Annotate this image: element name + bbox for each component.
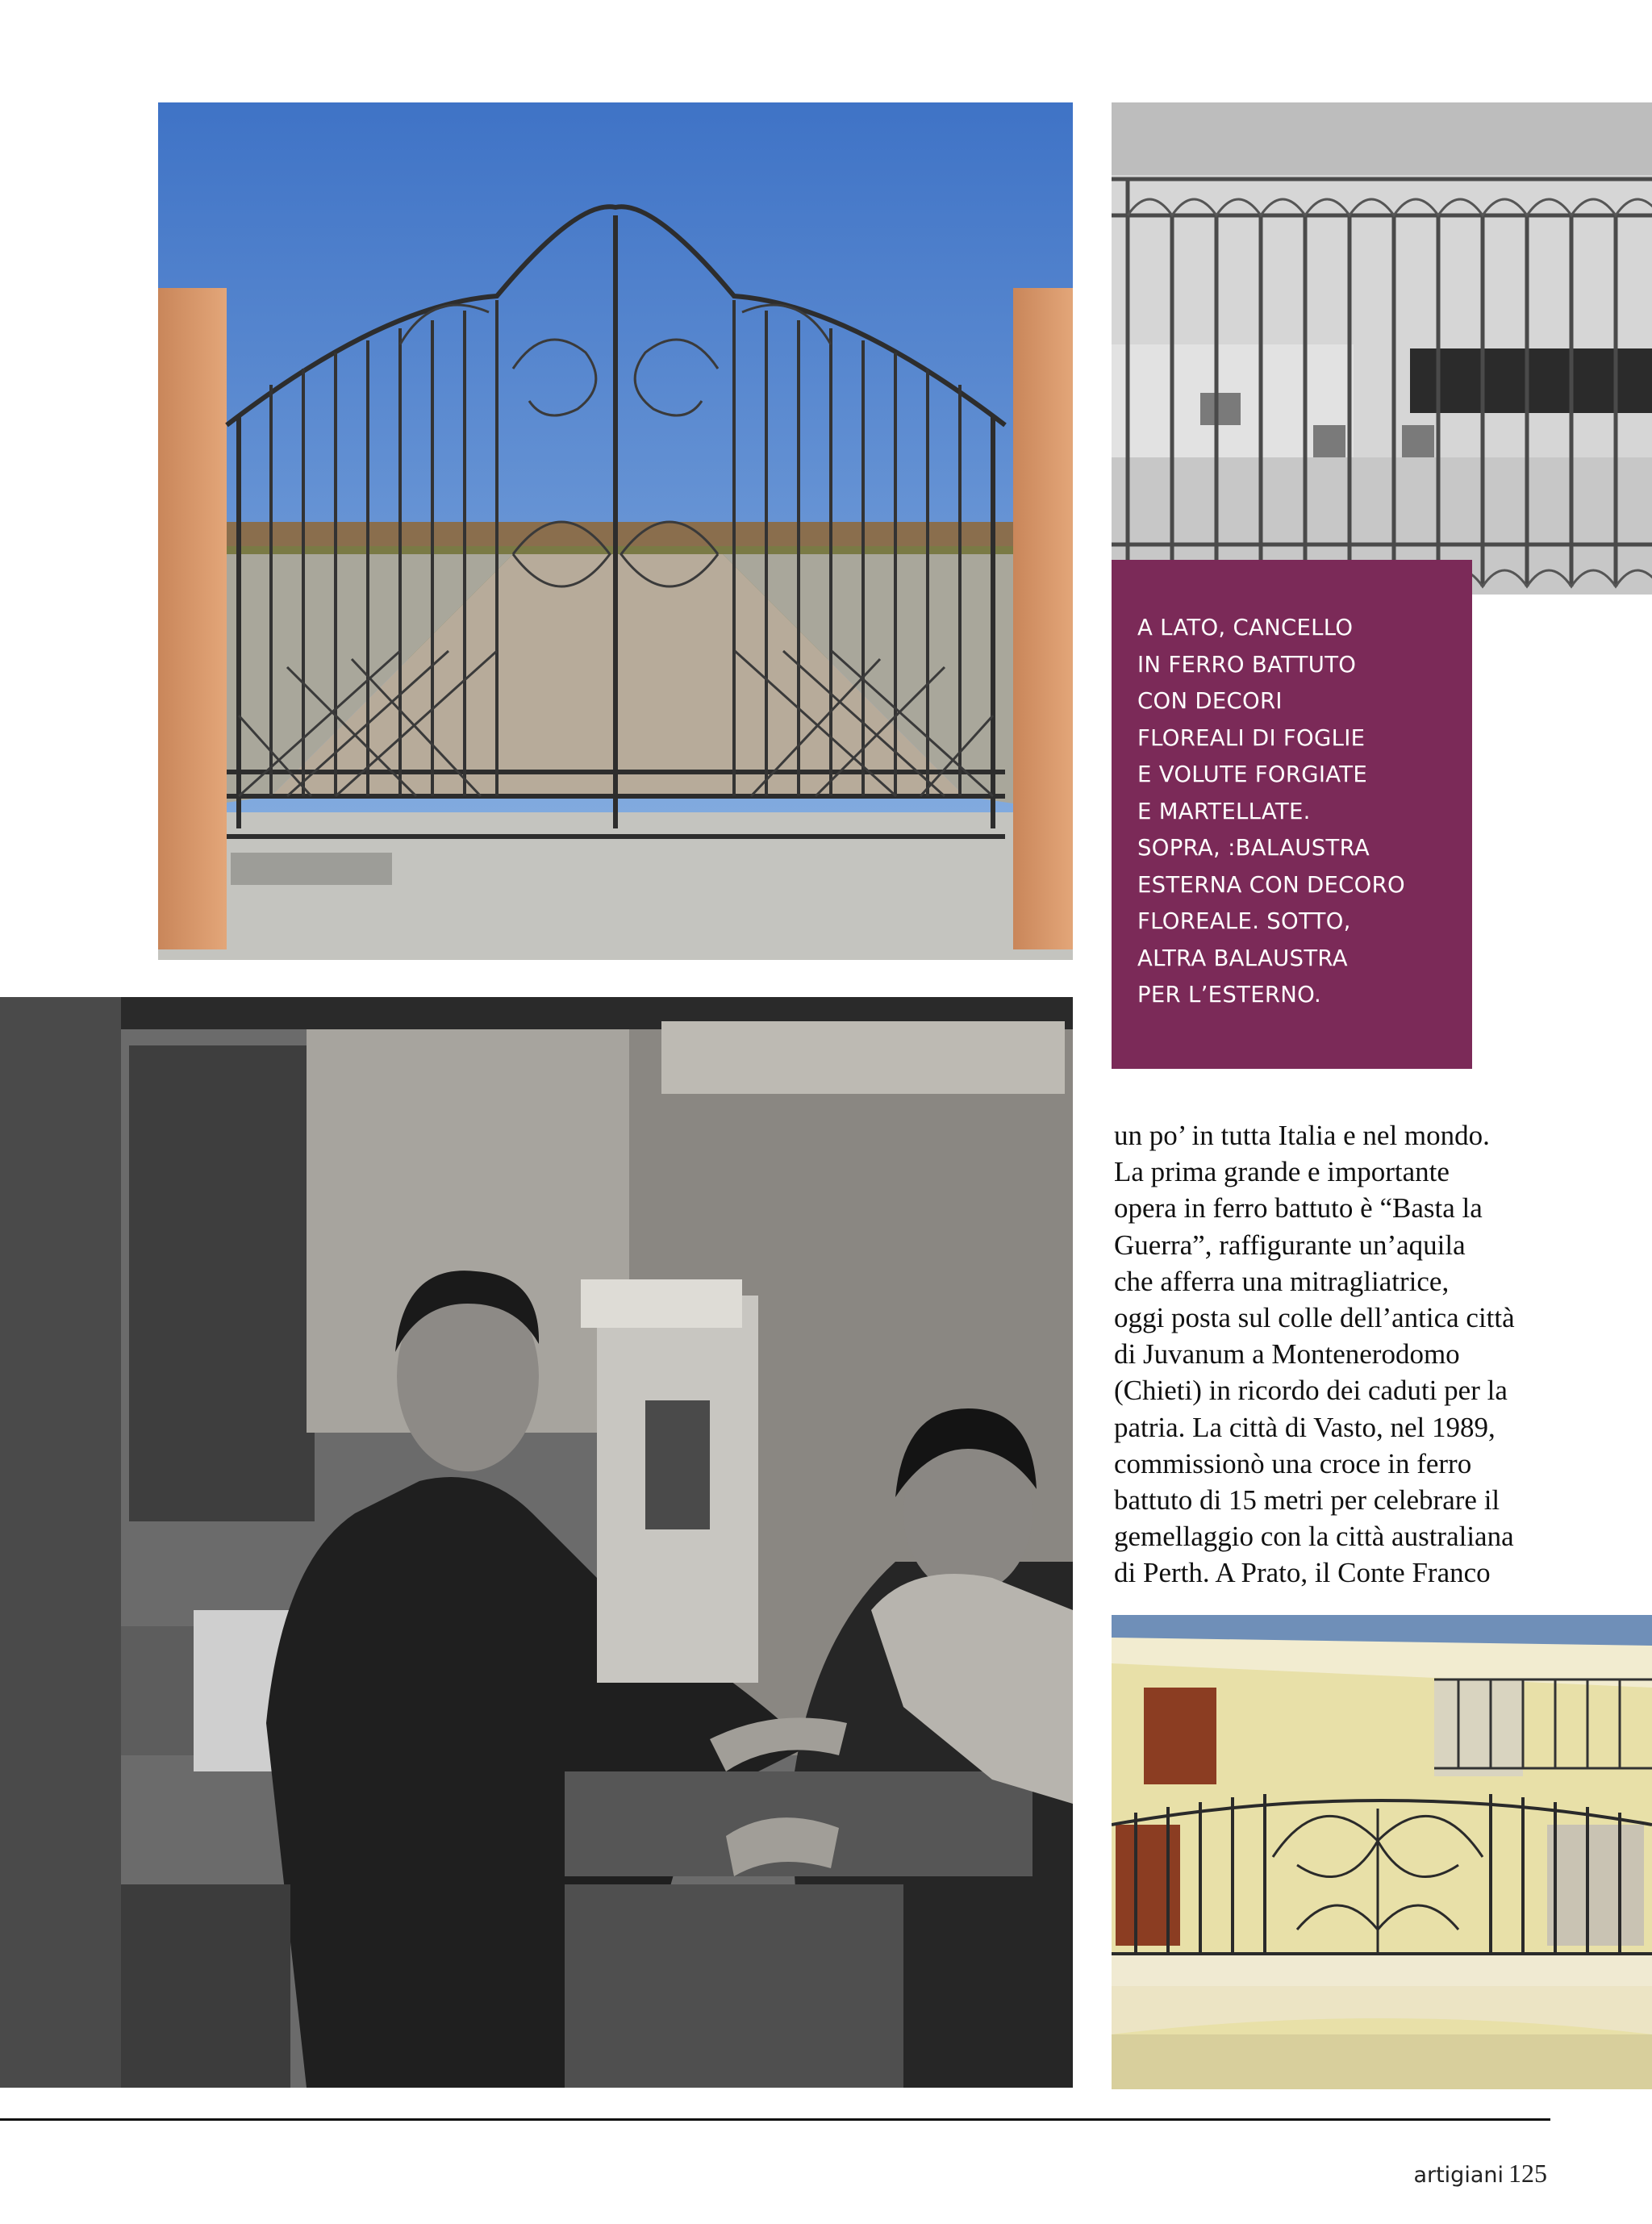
article-line: commissionò una croce in ferro xyxy=(1114,1447,1472,1479)
gate-photo xyxy=(158,102,1073,960)
caption-line: FLOREALE. SOTTO, xyxy=(1137,908,1351,934)
article-line: un po’ in tutta Italia e nel mondo. xyxy=(1114,1120,1490,1151)
page-folio xyxy=(1413,2159,1547,2189)
article-line: gemellaggio con la città australiana xyxy=(1114,1521,1514,1553)
caption-box xyxy=(1112,560,1472,1069)
article-line: La prima grande e importante xyxy=(1114,1156,1450,1188)
page-number: 125 xyxy=(1508,2159,1547,2188)
article-line: Guerra”, raffigurante un’aquila xyxy=(1114,1229,1466,1261)
caption-line: IN FERRO BATTUTO xyxy=(1137,651,1357,678)
caption-line: ESTERNA CON DECORO xyxy=(1137,871,1405,898)
article-body xyxy=(1114,1117,1646,1592)
gate-image xyxy=(158,102,1073,960)
caption-line: CON DECORI xyxy=(1137,688,1283,714)
caption-line: PER L’ESTERNO. xyxy=(1137,982,1322,1008)
balustrade-top-photo xyxy=(1112,102,1652,595)
balcony-photo xyxy=(1112,1615,1652,2089)
caption-line: ALTRA BALAUSTRA xyxy=(1137,945,1348,971)
magazine-name: artigiani xyxy=(1413,2163,1504,2188)
workshop-image xyxy=(0,997,1073,2088)
article-line: battuto di 15 metri per celebrare il xyxy=(1114,1484,1500,1517)
caption-line: E VOLUTE FORGIATE xyxy=(1137,762,1368,787)
caption-line: A LATO, CANCELLO xyxy=(1137,615,1354,640)
workshop-photo xyxy=(0,997,1073,2088)
caption-line: E MARTELLATE. xyxy=(1137,798,1311,824)
article-line: di Perth. A Prato, il Conte Franco xyxy=(1114,1557,1491,1589)
caption-line: FLOREALI DI FOGLIE xyxy=(1137,724,1366,751)
balcony-image xyxy=(1112,1615,1652,2089)
article-line: opera in ferro battuto è “Basta la xyxy=(1114,1192,1483,1225)
article-line: di Juvanum a Montenerodomo xyxy=(1114,1338,1460,1371)
caption-line: SOPRA, :BALAUSTRA xyxy=(1137,835,1370,861)
article-line: che afferra una mitragliatrice, xyxy=(1114,1265,1450,1297)
balustrade-top-image xyxy=(1112,102,1652,595)
article-line: patria. La città di Vasto, nel 1989, xyxy=(1114,1411,1496,1443)
footer-rule xyxy=(0,2118,1550,2121)
photo-caption xyxy=(1137,610,1448,1014)
article-line: (Chieti) in ricordo dei caduti per la xyxy=(1114,1375,1508,1407)
article-line: oggi posta sul colle dell’antica città xyxy=(1114,1302,1515,1334)
